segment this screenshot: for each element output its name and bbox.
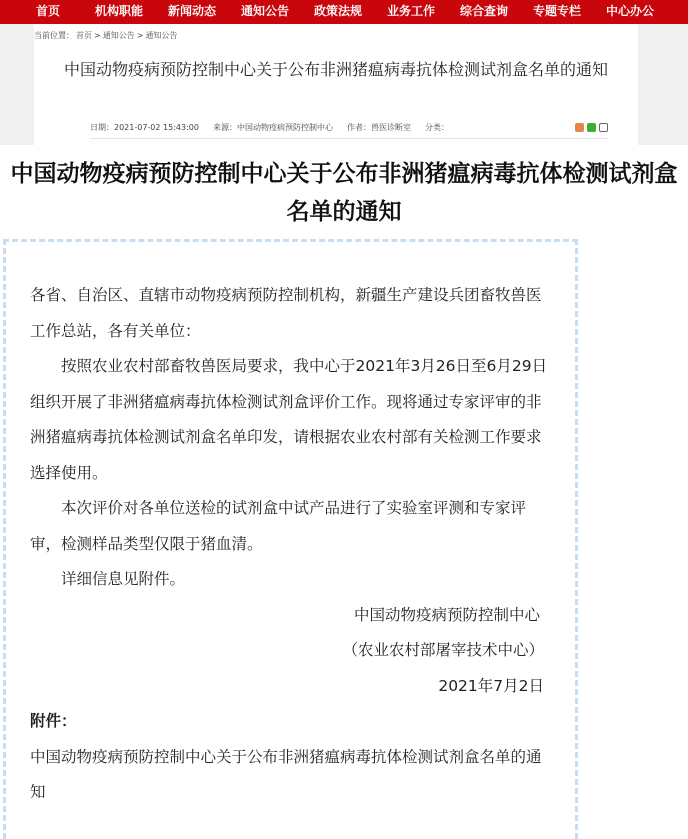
signature-org-alt: （农业农村部屠宰技术中心）: [342, 641, 544, 659]
header-title: 中国动物疫病预防控制中心关于公布非洲猪瘟病毒抗体检测试剂盒名单的通知: [63, 60, 608, 79]
page-title: 中国动物疫病预防控制中心关于公布非洲猪瘟病毒抗体检测试剂盒名单的通知: [10, 161, 678, 225]
weibo-icon[interactable]: [575, 123, 584, 132]
nav-policy[interactable]: 政策法规: [314, 4, 363, 18]
print-icon[interactable]: [599, 123, 608, 132]
main-nav: [0, 0, 688, 24]
attachment-label: 附件：: [30, 712, 77, 730]
paragraph: 按照农业农村部畜牧兽医局要求，我中心于2021年3月26日至6月29日组织开展了非洲猪瘟病毒抗体检测试剂盒评价工作。现将通过专家评审的非洲猪瘟病毒抗体检测试剂盒名单印发，请根据农业农村部有关检测工作要求选择使用。: [30, 357, 548, 482]
breadcrumb-sep: >: [136, 31, 144, 40]
nav-business[interactable]: 业务工作: [387, 4, 436, 18]
paragraph: 详细信息见附件。: [61, 570, 186, 588]
breadcrumb-current[interactable]: 通知公告: [145, 31, 178, 40]
nav-home[interactable]: 首页: [36, 4, 61, 18]
nav-topics[interactable]: 专题专栏: [533, 4, 582, 18]
breadcrumb-notices[interactable]: 通知公告: [102, 31, 135, 40]
nav-query[interactable]: 综合查询: [460, 4, 509, 18]
nav-notices[interactable]: 通知公告: [241, 4, 290, 18]
article-meta: [90, 122, 608, 139]
article-body: [3, 239, 578, 839]
breadcrumb: [34, 30, 179, 41]
signature-org: 中国动物疫病预防控制中心: [353, 605, 540, 624]
meta-source: 来源：中国动物疫病预防控制中心: [212, 123, 333, 132]
wechat-icon[interactable]: [587, 123, 596, 132]
article-header-card: [34, 24, 638, 145]
breadcrumb-sep: >: [94, 31, 101, 40]
meta-date: 日期：2021-07-02 15:43:00: [90, 123, 199, 132]
signature-date: 2021年7月2日: [438, 676, 544, 695]
meta-category: 分类：: [424, 123, 449, 132]
nav-news[interactable]: 新闻动态: [168, 4, 217, 18]
header-area: [0, 24, 688, 145]
nav-functions[interactable]: 机构职能: [95, 4, 144, 18]
breadcrumb-home[interactable]: 首页: [76, 31, 92, 40]
meta-author: 作者：兽医诊断室: [346, 123, 411, 132]
paragraph: 本次评价对各单位送检的试剂盒中试产品进行了实验室评测和专家评审，检测样品类型仅限于猪血清。: [30, 499, 527, 553]
nav-office[interactable]: 中心办公: [606, 4, 655, 18]
salutation: 各省、自治区、直辖市动物疫病预防控制机构，新疆生产建设兵团畜牧兽医工作总站，各有关单位：: [30, 286, 542, 340]
attachment-link[interactable]: 中国动物疫病预防控制中心关于公布非洲猪瘟病毒抗体检测试剂盒名单的通知: [30, 747, 542, 801]
breadcrumb-label: 当前位置：: [34, 31, 74, 40]
